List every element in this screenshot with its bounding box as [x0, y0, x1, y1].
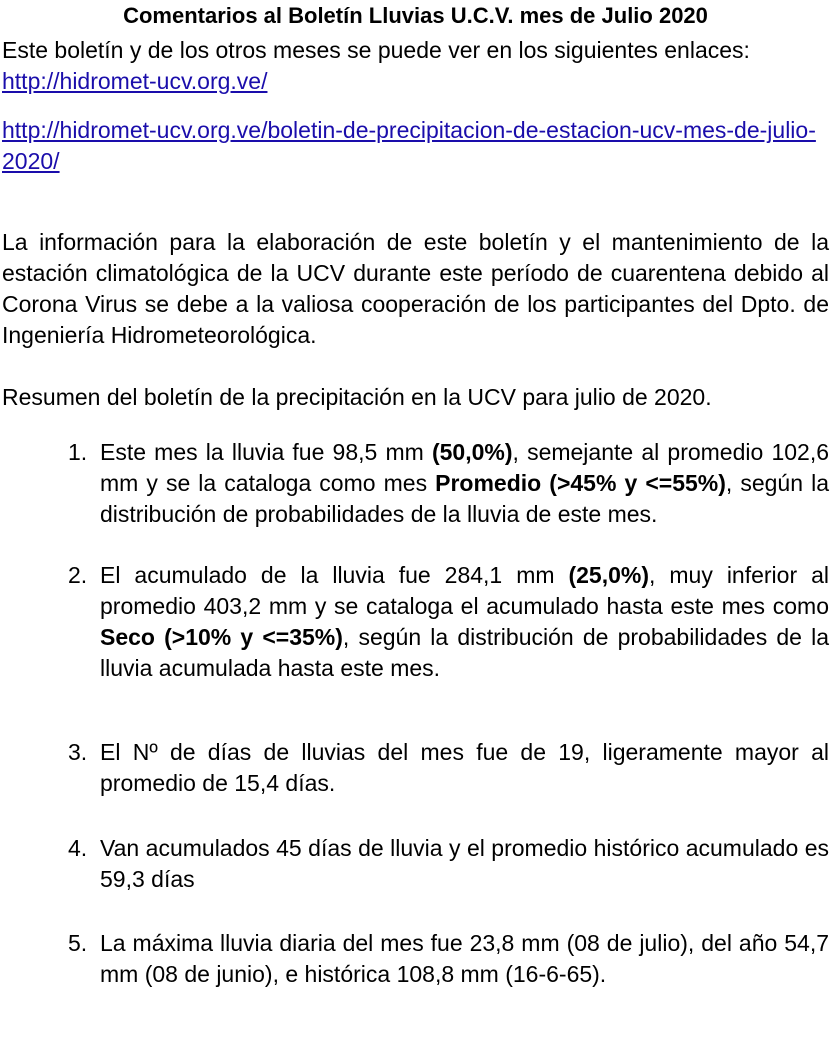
bold-percentage: (50,0%) [431, 439, 513, 465]
text-segment: , semejante al promedio 102,6 mm y se la cataloga como mes [100, 439, 830, 496]
text-segment: , según la distribución de probabilidades de la lluvia acumulada hasta este mes. [100, 624, 829, 681]
list-item-text: La máxima lluvia diaria del mes fue 23,8 mm (08 de julio), del año 54,7 mm (08 de junio), e histórica 108,8 mm (16-6-65). [100, 930, 829, 987]
list-item [2, 560, 829, 684]
summary-intro: Resumen del boletín de la precipitación en la UCV para julio de 2020. [2, 384, 712, 410]
document-title: Comentarios al Boletín Lluvias U.C.V. mes de Julio 2020 [123, 3, 708, 28]
bold-percentage: (25,0%) [568, 562, 650, 588]
list-item-number: 1. [68, 439, 88, 465]
list-item-number: 2. [68, 562, 88, 588]
intro-paragraph: Este boletín y de los otros meses se puede ver en los siguientes enlaces: [2, 37, 750, 63]
list-item [2, 833, 829, 895]
list-item-text: El Nº de días de lluvias del mes fue de 19, ligeramente mayor al promedio de 15,4 días. [100, 739, 829, 796]
list-item-number: 3. [68, 739, 88, 765]
text-segment: Este mes la lluvia fue 98,5 mm [100, 439, 432, 465]
summary-list [2, 437, 829, 990]
list-item-number: 5. [68, 930, 88, 956]
list-item-text [100, 560, 829, 684]
list-item [2, 437, 829, 530]
list-item [2, 928, 829, 990]
text-segment: , según la distribución de probabilidades de la lluvia de este mes. [100, 470, 829, 527]
text-segment: El acumulado de la lluvia fue 284,1 mm [100, 562, 569, 588]
list-item-text: Van acumulados 45 días de lluvia y el promedio histórico acumulado es 59,3 días [100, 835, 829, 892]
text-segment: , muy inferior al promedio 403,2 mm y se cataloga el acumulado hasta este mes como [100, 562, 829, 619]
list-item-text [100, 437, 829, 530]
list-item [2, 737, 829, 799]
info-paragraph: La información para la elaboración de este boletín y el mantenimiento de la estación climatológica de la UCV durante este período de cuarentena debido al Corona Virus se debe a la valiosa cooperación de los participantes del Dpto. de Ingeniería Hidrometeorológica. [2, 229, 829, 348]
bold-category: Seco (>10% y <=35%) [100, 624, 343, 650]
list-item-number: 4. [68, 835, 88, 861]
link-boletin-julio-2020[interactable]: http://hidromet-ucv.org.ve/boletin-de-precipitacion-de-estacion-ucv-mes-de-julio-2020/ [2, 117, 816, 174]
bold-category: Promedio (>45% y <=55%) [435, 470, 726, 496]
link-hidromet-home[interactable]: http://hidromet-ucv.org.ve/ [2, 68, 268, 94]
